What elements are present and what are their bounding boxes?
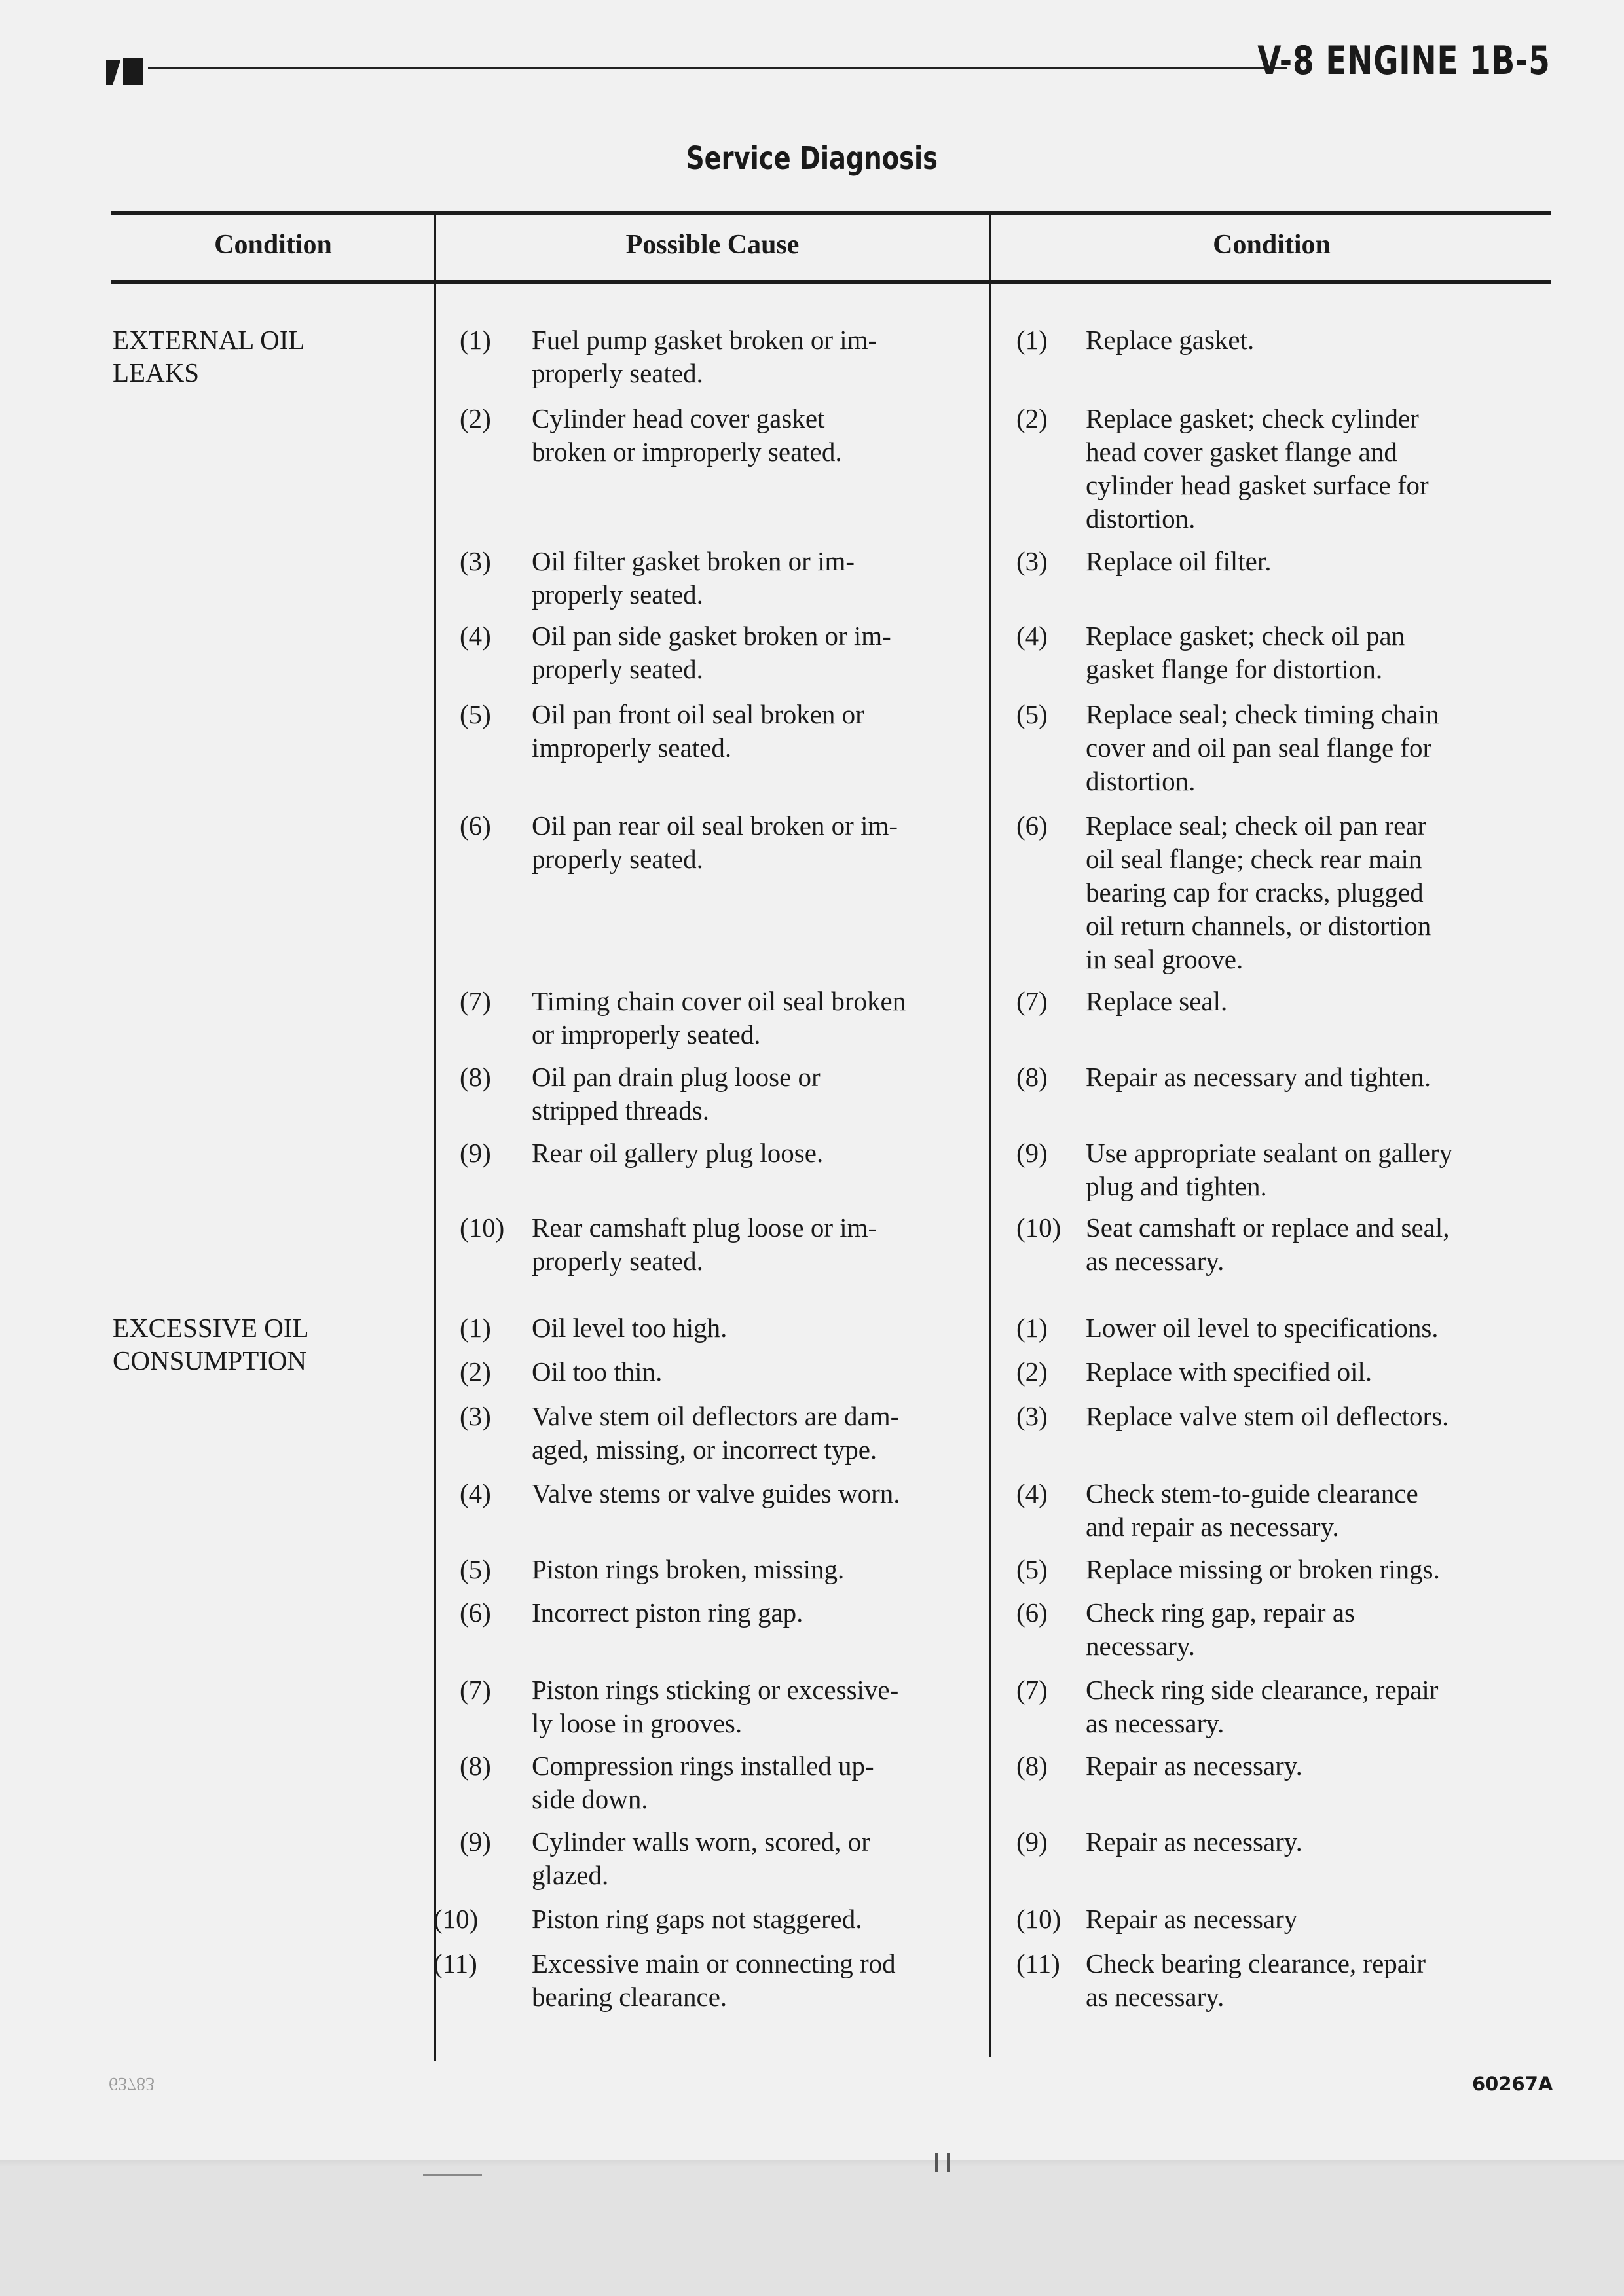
correction-text: Replace gasket; check cylinder head cover gasket flange and cylinder head gasket surface for distortion. (1086, 403, 1429, 534)
column-header-condition: Condition (214, 230, 332, 260)
cause-row (460, 619, 990, 686)
page-header-title: V-8 ENGINE 1B-5 (1257, 38, 1551, 84)
cause-text: Piston rings broken, missing. (532, 1554, 845, 1584)
correction-number: (10) (1016, 1904, 1061, 1934)
cause-row (460, 323, 990, 390)
correction-number: (2) (1016, 1357, 1048, 1387)
correction-number: (10) (1016, 1212, 1061, 1243)
correction-row (1016, 402, 1527, 536)
correction-row (1016, 1477, 1527, 1544)
cause-number: (5) (460, 699, 491, 729)
correction-text: Repair as necessary. (1086, 1827, 1302, 1857)
cause-number: (1) (460, 1313, 491, 1343)
correction-number: (1) (1016, 1313, 1048, 1343)
correction-number: (6) (1016, 1597, 1048, 1628)
cause-number: (11) (434, 1948, 477, 1978)
cause-text: Oil pan side gasket broken or im- properly seated. (532, 621, 891, 684)
correction-number: (9) (1016, 1138, 1048, 1168)
page-bottom-mark (423, 2174, 482, 2176)
correction-text: Repair as necessary. (1086, 1751, 1302, 1781)
cause-number: (1) (460, 325, 491, 355)
correction-text: Check ring side clearance, repair as necessary. (1086, 1675, 1439, 1738)
correction-row (1016, 1311, 1527, 1345)
cause-text: Excessive main or connecting rod bearing clearance. (532, 1948, 896, 2012)
correction-text: Replace oil filter. (1086, 546, 1272, 576)
cause-row (460, 1596, 990, 1630)
correction-row (1016, 1211, 1527, 1278)
correction-row (1016, 1903, 1527, 1936)
correction-row (1016, 1400, 1527, 1433)
correction-row (1016, 809, 1527, 976)
correction-number: (5) (1016, 1554, 1048, 1584)
cause-row (460, 1355, 990, 1389)
correction-row (1016, 619, 1527, 686)
correction-text: Replace seal; check timing chain cover and oil pan seal flange for distortion. (1086, 699, 1439, 796)
correction-row (1016, 545, 1527, 578)
cause-row (460, 1553, 990, 1586)
cause-number: (10) (434, 1904, 479, 1934)
correction-number: (3) (1016, 1401, 1048, 1431)
cause-text: Timing chain cover oil seal broken or improperly seated. (532, 986, 906, 1049)
cause-number: (4) (460, 621, 491, 651)
cause-row (434, 1903, 964, 1936)
cause-text: Oil too thin. (532, 1357, 663, 1387)
cause-number: (8) (460, 1751, 491, 1781)
cause-text: Piston rings sticking or excessive- ly loose in grooves. (532, 1675, 899, 1738)
correction-text: Repair as necessary (1086, 1904, 1298, 1934)
correction-row (1016, 698, 1527, 798)
cause-row (460, 809, 990, 876)
page-edge (0, 2160, 1624, 2167)
condition-excessive-oil-consumption: EXCESSIVE OIL CONSUMPTION (113, 1313, 309, 1376)
correction-number: (7) (1016, 986, 1048, 1016)
cause-text: Oil level too high. (532, 1313, 728, 1343)
cause-number: (9) (460, 1827, 491, 1857)
cause-row (434, 1947, 964, 2014)
correction-row (1016, 1749, 1527, 1783)
cause-row (460, 1400, 990, 1467)
corner-tab-icon (106, 58, 143, 85)
cause-row (460, 545, 990, 611)
correction-number: (2) (1016, 403, 1048, 433)
column-header-correction: Condition (1213, 230, 1331, 260)
correction-number: (5) (1016, 699, 1048, 729)
cause-row (460, 1749, 990, 1816)
correction-text: Replace seal. (1086, 986, 1228, 1016)
page-bottom-mark (935, 2153, 938, 2172)
cause-row (460, 1673, 990, 1740)
cause-row (460, 402, 990, 469)
cause-text: Fuel pump gasket broken or im- properly seated. (532, 325, 877, 388)
column-header-possible-cause: Possible Cause (625, 230, 800, 260)
correction-number: (9) (1016, 1827, 1048, 1857)
correction-number: (1) (1016, 325, 1048, 355)
correction-number: (4) (1016, 621, 1048, 651)
table-title: Service Diagnosis (686, 140, 938, 177)
cause-text: Piston ring gaps not staggered. (532, 1904, 862, 1934)
correction-row (1016, 323, 1527, 357)
table-top-rule (111, 211, 1551, 215)
correction-text: Use appropriate sealant on gallery plug and tighten. (1086, 1138, 1453, 1201)
cause-number: (10) (460, 1212, 505, 1243)
correction-text: Replace with specified oil. (1086, 1357, 1373, 1387)
cause-number: (3) (460, 546, 491, 576)
cause-row (460, 1061, 990, 1127)
bleed-through-stamp: 63783 (109, 2073, 155, 2094)
cause-text: Incorrect piston ring gap. (532, 1597, 803, 1628)
correction-number: (6) (1016, 811, 1048, 841)
cause-row (460, 698, 990, 765)
cause-row (460, 1477, 990, 1510)
cause-number: (7) (460, 986, 491, 1016)
cause-text: Rear oil gallery plug loose. (532, 1138, 824, 1168)
correction-text: Replace gasket. (1086, 325, 1255, 355)
correction-number: (8) (1016, 1751, 1048, 1781)
cause-text: Oil pan front oil seal broken or improperly seated. (532, 699, 864, 763)
cause-row (460, 1211, 990, 1278)
page-bottom-mark (947, 2153, 950, 2172)
cause-number: (2) (460, 1357, 491, 1387)
cause-number: (9) (460, 1138, 491, 1168)
correction-text: Check ring gap, repair as necessary. (1086, 1597, 1355, 1661)
correction-row (1016, 1947, 1527, 2014)
cause-number: (3) (460, 1401, 491, 1431)
correction-number: (8) (1016, 1062, 1048, 1092)
correction-text: Check bearing clearance, repair as necessary. (1086, 1948, 1426, 2012)
cause-text: Cylinder walls worn, scored, or glazed. (532, 1827, 870, 1890)
correction-number: (7) (1016, 1675, 1048, 1705)
cause-text: Oil filter gasket broken or im- properly seated. (532, 546, 855, 610)
header-bottom-rule (111, 280, 1551, 284)
correction-number: (4) (1016, 1478, 1048, 1508)
correction-row (1016, 1137, 1527, 1203)
correction-text: Repair as necessary and tighten. (1086, 1062, 1431, 1092)
correction-row (1016, 1596, 1527, 1663)
cause-number: (8) (460, 1062, 491, 1092)
correction-number: (11) (1016, 1948, 1060, 1978)
condition-external-oil-leaks: EXTERNAL OIL LEAKS (113, 325, 305, 388)
cause-row (460, 985, 990, 1051)
cause-text: Cylinder head cover gasket broken or improperly seated. (532, 403, 842, 467)
cause-row (460, 1137, 990, 1170)
cause-text: Oil pan rear oil seal broken or im- properly seated. (532, 811, 898, 874)
correction-text: Seat camshaft or replace and seal, as necessary. (1086, 1212, 1450, 1276)
correction-row (1016, 1553, 1527, 1586)
cause-row (460, 1825, 990, 1892)
cause-number: (5) (460, 1554, 491, 1584)
cause-number: (6) (460, 1597, 491, 1628)
cause-text: Rear camshaft plug loose or im- properly seated. (532, 1212, 877, 1276)
figure-code: 60267A (1472, 2073, 1553, 2095)
cause-text: Compression rings installed up- side down. (532, 1751, 874, 1814)
cause-number: (4) (460, 1478, 491, 1508)
correction-text: Check stem-to-guide clearance and repair as necessary. (1086, 1478, 1418, 1542)
header-rule (148, 67, 1287, 69)
correction-row (1016, 1825, 1527, 1859)
correction-text: Replace missing or broken rings. (1086, 1554, 1440, 1584)
cause-number: (2) (460, 403, 491, 433)
cause-number: (6) (460, 811, 491, 841)
correction-text: Replace valve stem oil deflectors. (1086, 1401, 1449, 1431)
correction-number: (3) (1016, 546, 1048, 576)
column-divider-left (434, 213, 436, 2061)
correction-row (1016, 1355, 1527, 1389)
cause-row (460, 1311, 990, 1345)
cause-text: Valve stems or valve guides worn. (532, 1478, 900, 1508)
correction-row (1016, 1673, 1527, 1740)
cause-text: Valve stem oil deflectors are dam- aged, missing, or incorrect type. (532, 1401, 900, 1465)
correction-row (1016, 1061, 1527, 1094)
cause-number: (7) (460, 1675, 491, 1705)
correction-text: Replace seal; check oil pan rear oil seal flange; check rear main bearing cap for cracks, plugged oil return channels, or distortion in seal groove. (1086, 811, 1431, 974)
correction-row (1016, 985, 1527, 1018)
correction-text: Lower oil level to specifications. (1086, 1313, 1439, 1343)
cause-text: Oil pan drain plug loose or stripped threads. (532, 1062, 821, 1125)
correction-text: Replace gasket; check oil pan gasket flange for distortion. (1086, 621, 1405, 684)
